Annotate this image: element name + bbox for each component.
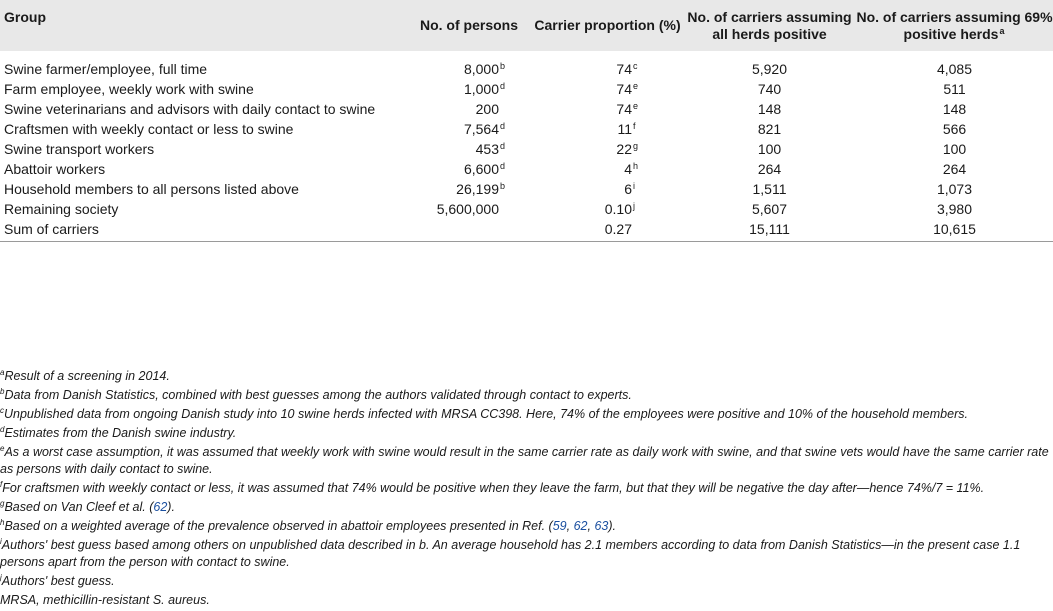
cell-carrier-proportion-value: 74 <box>616 100 632 117</box>
cell-persons-value: 6,600 <box>463 160 499 177</box>
cell-group-value: Remaining society <box>4 200 119 217</box>
table-row <box>0 219 1053 242</box>
cell-carriers-69-positive <box>856 99 1053 119</box>
cell-carriers-all-positive <box>683 79 856 99</box>
header-persons: No. of persons <box>419 17 518 33</box>
cell-persons-value: 7,564 <box>463 120 499 137</box>
header-carrier-proportion: Carrier proportion (%) <box>534 17 681 33</box>
cell-carriers-69-positive-value: 511 <box>943 80 966 97</box>
cell-carriers-all-positive-value: 264 <box>757 160 782 177</box>
carriers-table <box>0 0 1053 242</box>
cell-group <box>0 159 386 179</box>
footnote-mark: i <box>0 537 2 546</box>
cell-carriers-all-positive <box>683 179 856 199</box>
header-group: Group <box>4 9 46 25</box>
table-row <box>0 159 1053 179</box>
cell-group-value: Sum of carriers <box>4 220 99 237</box>
cell-persons-value: 26,199 <box>456 180 499 197</box>
footnote-text: , <box>566 519 574 533</box>
cell-persons: 1,000$^d$ <box>463 80 506 97</box>
footnote-text: Authors' best guess. <box>1 574 115 588</box>
carriers-table-wrap <box>0 0 1053 242</box>
cell-persons: 6,600$^d$ <box>463 160 506 177</box>
table-header-row <box>0 0 1053 51</box>
cell-carriers-all-positive <box>683 159 856 179</box>
cell-carrier-proportion: 74$^c$ <box>616 60 638 77</box>
cell-carriers-all-positive <box>683 59 856 79</box>
cell-carrier-proportion: 4$^h$ <box>624 160 639 177</box>
cell-carriers-69-positive <box>856 219 1053 242</box>
cell-group <box>0 99 386 119</box>
cell-group <box>0 219 386 242</box>
cell-carriers-all-positive-value: 148 <box>757 100 782 117</box>
footnote-mark: e <box>0 444 5 453</box>
cell-carriers-69-positive-value: 1,073 <box>936 180 973 197</box>
header-carriers-69-text: No. of carriers assuming 69% positive herds <box>856 8 1053 42</box>
footnote-mark: f <box>0 480 3 489</box>
cell-carriers-69-positive-value: 4,085 <box>936 60 973 77</box>
table-row <box>0 139 1053 159</box>
footnote <box>0 480 1053 497</box>
header-carriers-69-positive: No. of carriers assuming 69% positive herds$^a$ <box>856 8 1053 42</box>
cell-persons-value: 8,000 <box>463 60 499 77</box>
cell-persons: 8,000$^b$ <box>463 60 506 77</box>
cell-carriers-all-positive-value: 100 <box>757 140 782 157</box>
cell-carrier-proportion-value: 22 <box>616 140 632 157</box>
cell-group <box>0 59 386 79</box>
table-row <box>0 99 1053 119</box>
footnote <box>0 368 1053 385</box>
cell-carrier-proportion: 11$^f$ <box>617 120 636 137</box>
cell-persons <box>386 99 532 119</box>
cell-persons-value: 200 <box>475 100 499 117</box>
cell-carrier-proportion-value: 6 <box>624 180 632 197</box>
table-row <box>0 119 1053 139</box>
cell-carriers-all-positive <box>683 219 856 242</box>
footnote <box>0 592 1053 609</box>
footnote-mark: a <box>0 368 5 377</box>
cell-carriers-69-positive <box>856 139 1053 159</box>
footnote-text: Based on Van Cleef et al. ( <box>4 500 154 514</box>
cell-carriers-69-positive-value: 264 <box>942 160 967 177</box>
cell-group-value: Swine veterinarians and advisors with daily contact to swine <box>4 100 376 117</box>
cell-carriers-69-positive-value: 148 <box>942 100 967 117</box>
cell-carrier-proportion-value: 11 <box>617 120 632 137</box>
cell-carrier-proportion-value: 0.27 <box>604 220 632 237</box>
footnote <box>0 406 1053 423</box>
footnote <box>0 537 1053 571</box>
footnote <box>0 518 1053 535</box>
cell-persons-value: 5,600,000 <box>436 200 499 217</box>
cell-carriers-69-positive <box>856 199 1053 219</box>
cell-group-value: Household members to all persons listed above <box>4 180 299 197</box>
cell-carriers-all-positive-value: 15,111 <box>749 220 790 237</box>
footnote-text: , <box>587 519 595 533</box>
table-row <box>0 59 1053 79</box>
table-spacer <box>0 51 1053 59</box>
cell-carrier-proportion: 74e <box>616 100 639 117</box>
cell-carriers-all-positive-value: 821 <box>757 120 782 137</box>
reference-link[interactable]: 62 <box>153 500 168 514</box>
table-row <box>0 79 1053 99</box>
footnote-text: ). <box>608 519 616 533</box>
footnote <box>0 444 1053 478</box>
cell-carriers-all-positive <box>683 199 856 219</box>
cell-carrier-proportion <box>532 219 683 242</box>
footnote-text: Data from Danish Statistics, combined with best guesses among the authors validated through contact to experts. <box>4 388 632 402</box>
cell-group-value: Abattoir workers <box>4 160 106 177</box>
cell-carriers-all-positive-value: 740 <box>757 80 782 97</box>
cell-group <box>0 139 386 159</box>
cell-carriers-all-positive <box>683 99 856 119</box>
cell-carrier-proportion: 6$^i$ <box>624 180 635 197</box>
cell-carriers-69-positive-value: 3,980 <box>936 200 973 217</box>
cell-persons <box>386 199 532 219</box>
footnote-text: Unpublished data from ongoing Danish study into 10 swine herds infected with MRSA CC398. Here, 74% of the employees were positive and 10% of the household members. <box>4 407 968 421</box>
footnote-mark: j <box>0 573 2 582</box>
cell-carrier-proportion: 22$^g$ <box>616 140 639 157</box>
cell-group-value: Swine farmer/employee, full time <box>4 60 208 77</box>
cell-carriers-69-positive <box>856 119 1053 139</box>
cell-carriers-69-positive <box>856 79 1053 99</box>
footnote-mark: d <box>0 425 5 434</box>
footnote <box>0 573 1053 590</box>
footnote <box>0 387 1053 404</box>
table-body <box>0 51 1053 242</box>
cell-carriers-69-positive <box>856 179 1053 199</box>
cell-persons: 453$^d$ <box>475 140 506 157</box>
footnote-mark: b <box>0 387 5 396</box>
cell-carriers-69-positive-value: 566 <box>942 120 967 137</box>
footnote-text: Authors' best guess based among others on unpublished data described in b. An average household has 2.1 members according to data from Danish Statistics—in the present case 1.1 persons apart from the person with contact to swine. <box>0 538 1021 569</box>
footnote <box>0 425 1053 442</box>
cell-carrier-proportion: 0.10$^j$ <box>604 200 635 217</box>
cell-group-value: Craftsmen with weekly contact or less to swine <box>4 120 294 137</box>
cell-carrier-proportion-value: 74 <box>616 60 632 77</box>
cell-persons-value: 1,000 <box>463 80 499 97</box>
cell-carriers-all-positive-value: 5,607 <box>751 200 788 217</box>
cell-carrier-proportion-value: 0.10 <box>604 200 632 217</box>
cell-carriers-69-positive <box>856 159 1053 179</box>
cell-persons: 26,199$^b$ <box>456 180 506 197</box>
reference-link[interactable]: 63 <box>594 519 609 533</box>
footnote-mark: c <box>0 406 4 415</box>
footnote-text: Estimates from the Danish swine industry. <box>4 426 237 440</box>
footnote-text: For craftsmen with weekly contact or less, it was assumed that 74% would be positive when they leave the farm, but that they will be negative the day after—hence 74%/7 = 11%. <box>2 481 985 495</box>
footnote-text: ). <box>167 500 175 514</box>
cell-carrier-proportion: 74e <box>616 80 639 97</box>
cell-group-value: Farm employee, weekly work with swine <box>4 80 254 97</box>
cell-group <box>0 179 386 199</box>
cell-persons <box>386 219 532 242</box>
table-footnotes <box>0 368 1053 611</box>
cell-carriers-69-positive-value: 10,615 <box>933 220 976 237</box>
reference-link[interactable]: 62 <box>573 519 588 533</box>
header-carriers-all-positive: No. of carriers assuming all herds positive <box>687 8 852 42</box>
footnote-text: As a worst case assumption, it was assumed that weekly work with swine would result in the same carrier rate as daily work with swine, and that swine vets would have the same carrier rate as persons with daily contact to swine. <box>0 445 1049 476</box>
cell-group <box>0 199 386 219</box>
footnote-mark: h <box>0 518 5 527</box>
footnote-text: Result of a screening in 2014. <box>4 369 170 383</box>
reference-link[interactable]: 59 <box>552 519 567 533</box>
cell-carrier-proportion-value: 4 <box>624 160 632 177</box>
cell-carriers-69-positive <box>856 59 1053 79</box>
footnote <box>0 499 1053 516</box>
cell-group <box>0 119 386 139</box>
cell-carriers-all-positive-value: 1,511 <box>752 180 787 197</box>
table-row <box>0 179 1053 199</box>
cell-carriers-all-positive <box>683 119 856 139</box>
cell-persons: 7,564$^d$ <box>463 120 506 137</box>
cell-persons-value: 453 <box>475 140 499 157</box>
footnote-mark: g <box>0 499 5 508</box>
footnote-text: Based on a weighted average of the prevalence observed in abattoir employees presented in Ref. ( <box>4 519 553 533</box>
table-row <box>0 199 1053 219</box>
cell-carriers-69-positive-value: 100 <box>942 140 967 157</box>
cell-group-value: Swine transport workers <box>4 140 155 157</box>
cell-carriers-all-positive-value: 5,920 <box>751 60 788 77</box>
cell-carrier-proportion-value: 74 <box>616 80 632 97</box>
cell-group <box>0 79 386 99</box>
footnote-text: MRSA, methicillin-resistant S. aureus. <box>0 593 210 607</box>
cell-carriers-all-positive <box>683 139 856 159</box>
